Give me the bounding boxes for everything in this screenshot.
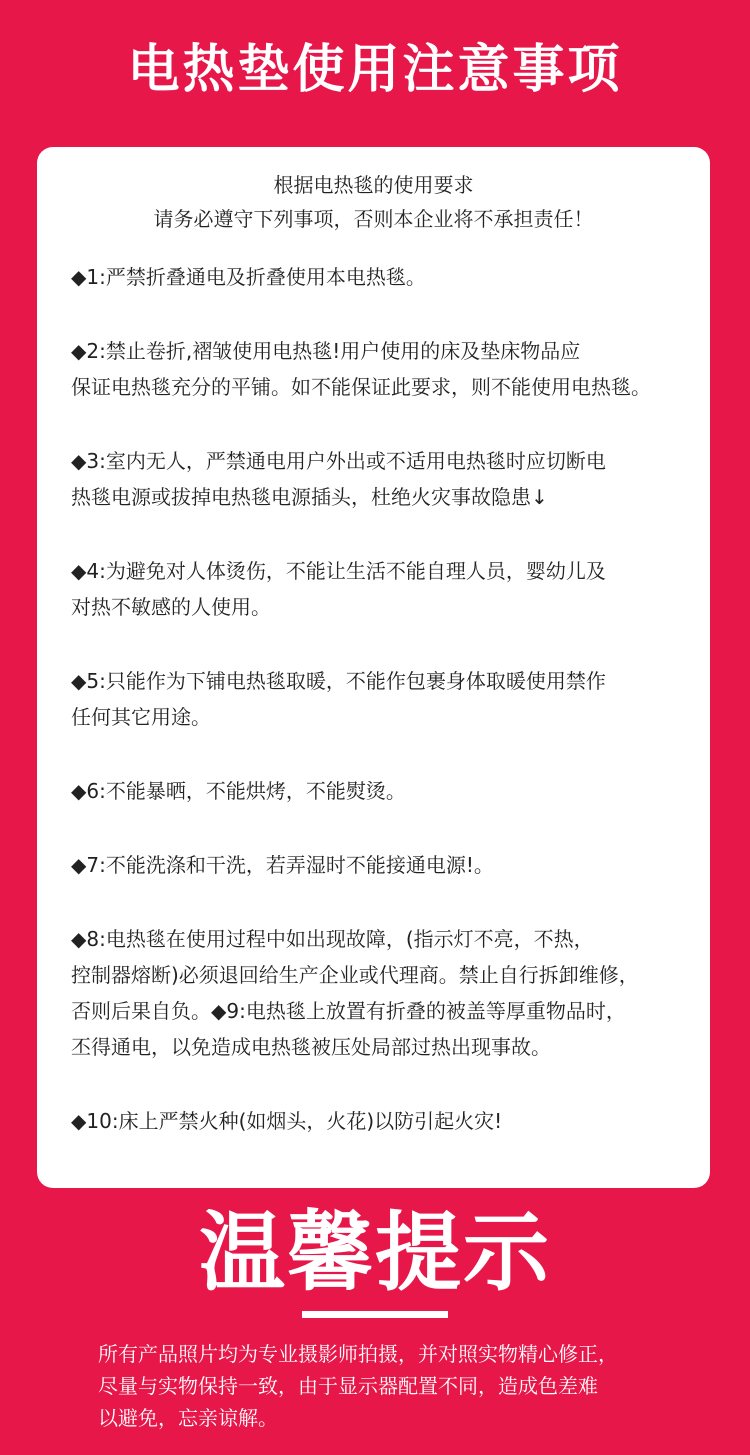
intro-line-2: 请务必遵守下列事项，否则本企业将不承担责任！ xyxy=(153,207,594,231)
rule-item-8-9 xyxy=(71,921,701,1065)
rule-item-7 xyxy=(71,847,701,883)
page-title: 电热垫使用注意事项 xyxy=(127,40,623,100)
rule-line: ◆8:电热毯在使用过程中如出现故障，(指示灯不亮，不热， xyxy=(71,927,594,951)
intro-line-1: 根据电热毯的使用要求 xyxy=(273,173,474,197)
rule-line: 任何其它用途。 xyxy=(71,705,211,729)
rule-line: ◆10:床上严禁火种(如烟头，火花)以防引起火灾! xyxy=(71,1109,503,1133)
rule-item-1 xyxy=(71,259,701,295)
rule-list xyxy=(71,259,701,1177)
disclaimer-line: 以避免，忘亲谅解。 xyxy=(98,1406,278,1430)
tips-heading: 温馨提示 xyxy=(199,1203,551,1303)
rule-item-10 xyxy=(71,1103,701,1139)
disclaimer-line: 尽量与实物保持一致，由于显示器配置不同，造成色差难 xyxy=(98,1374,598,1398)
rule-line: ◆4:为避免对人体烫伤，不能让生活不能自理人员，婴幼儿及 xyxy=(71,559,606,583)
rule-line: ◆3:室内无人，严禁通电用户外出或不适用电热毯时应切断电 xyxy=(71,449,606,473)
notice-card xyxy=(37,147,710,1188)
rule-line: 否则后果自负。◆9:电热毯上放置有折叠的被盖等厚重物品时， xyxy=(71,999,626,1023)
disclaimer xyxy=(98,1338,678,1434)
rule-line: 丕得通电，以免造成电热毯被压处局部过热出现事故。 xyxy=(71,1035,551,1059)
rule-line: ◆7:不能洗涤和干洗，若弄湿时不能接通电源!。 xyxy=(71,853,494,877)
rule-line: 对热不敏感的人使用。 xyxy=(71,595,271,619)
rule-line: 热毯电源或拔掉电热毯电源插头，杜绝火灾事故隐患↓ xyxy=(71,485,548,509)
disclaimer-line: 所有产品照片均为专业摄影师拍摄，并对照实物精心修正， xyxy=(98,1342,618,1366)
rule-line: ◆1:严禁折叠通电及折叠使用本电热毯。 xyxy=(71,265,426,289)
rule-item-4 xyxy=(71,553,701,625)
rule-item-5 xyxy=(71,663,701,735)
rule-line: ◆5:只能作为下铺电热毯取暖，不能作包裹身体取暖使用禁作 xyxy=(71,669,606,693)
rule-item-3 xyxy=(71,443,701,515)
rule-item-2 xyxy=(71,333,701,405)
rule-line: ◆2:禁止卷折,褶皱使用电热毯!用户使用的床及垫床物品应 xyxy=(71,339,581,363)
rule-line: ◆6:不能暴晒，不能烘烤，不能熨烫。 xyxy=(71,779,406,803)
tips-divider xyxy=(302,1311,448,1318)
rule-line: 控制器熔断)必须退回给生产企业或代理商。禁止自行拆卸维修， xyxy=(71,963,639,987)
rule-line: 保证电热毯充分的平铺。如不能保证此要求，则不能使用电热毯。 xyxy=(71,375,651,399)
rule-item-6 xyxy=(71,773,701,809)
